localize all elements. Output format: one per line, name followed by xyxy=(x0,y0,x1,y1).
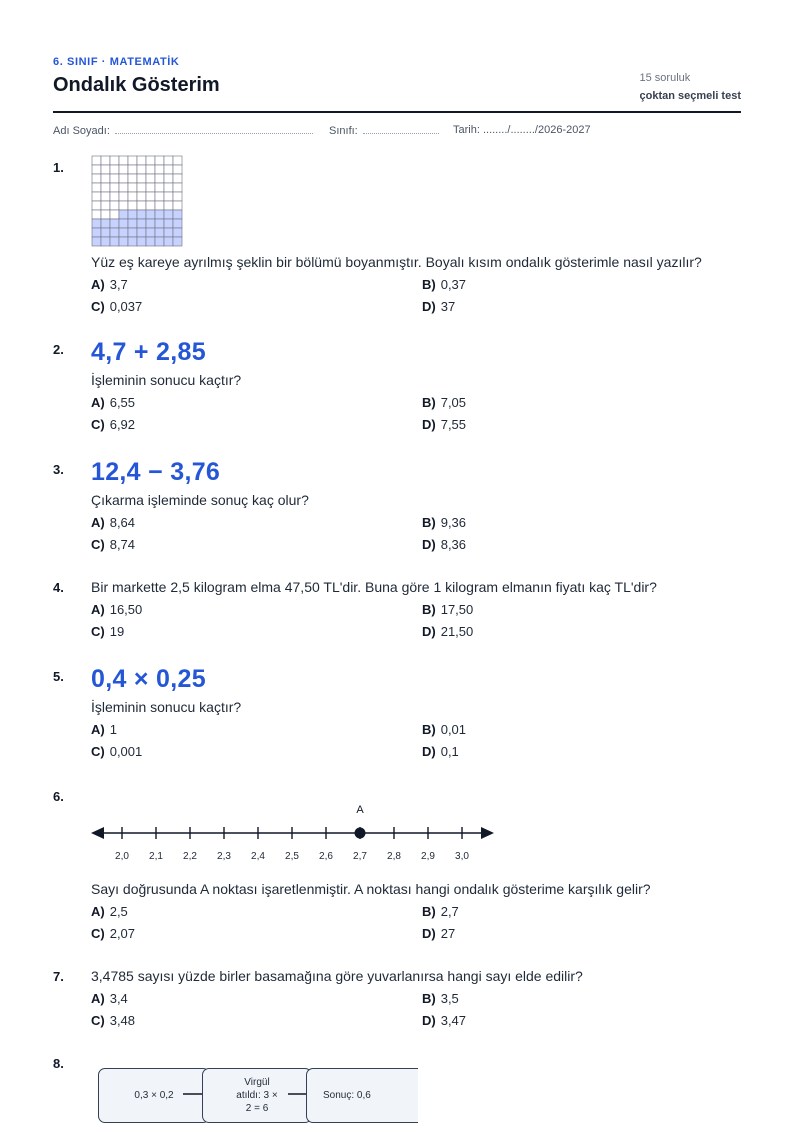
grid-cell xyxy=(128,174,137,183)
tick-label: 2,5 xyxy=(285,851,299,862)
shaded-cell xyxy=(119,219,128,228)
grid-cell xyxy=(101,174,110,183)
option-b[interactable]: B) 7,05 xyxy=(422,395,467,410)
question-number: 6. xyxy=(53,789,64,804)
expression: 0,4 × 0,25 xyxy=(91,665,206,693)
option-c[interactable]: C) 2,07 xyxy=(91,926,136,941)
grid-cell xyxy=(128,192,137,201)
option-b[interactable]: B) 0,01 xyxy=(422,722,467,737)
name-label: Adı Soyadı: xyxy=(53,125,110,137)
option-c[interactable]: C) 19 xyxy=(91,624,125,639)
grid-cell xyxy=(92,201,101,210)
answer-options xyxy=(91,514,741,554)
shaded-cell xyxy=(128,210,137,219)
option-a[interactable]: A) 2,5 xyxy=(91,904,128,919)
grid-cell xyxy=(92,174,101,183)
shaded-cell xyxy=(155,210,164,219)
grid-cell xyxy=(92,210,101,219)
shaded-cell xyxy=(119,210,128,219)
grid-cell xyxy=(110,156,119,165)
shaded-cell xyxy=(164,210,173,219)
option-b[interactable]: B) 3,5 xyxy=(422,991,459,1006)
shaded-cell xyxy=(146,237,155,246)
shaded-cell xyxy=(173,219,182,228)
grid-cell xyxy=(164,165,173,174)
grid-cell xyxy=(155,192,164,201)
option-c[interactable]: C) 3,48 xyxy=(91,1013,136,1028)
shaded-cell xyxy=(146,228,155,237)
date-label: Tarih: ......../......../2026-2027 xyxy=(453,124,591,136)
shaded-cell xyxy=(110,228,119,237)
question-number: 7. xyxy=(53,969,64,984)
arrow-left-icon xyxy=(91,827,104,839)
grid-cell xyxy=(101,165,110,174)
page-title: Ondalık Gösterim xyxy=(53,74,220,96)
grid-cell xyxy=(137,192,146,201)
grid-cell xyxy=(101,210,110,219)
answer-options xyxy=(91,721,741,761)
tick-label: 3,0 xyxy=(455,851,469,862)
shaded-cell xyxy=(128,237,137,246)
shaded-cell xyxy=(110,219,119,228)
grid-cell xyxy=(164,174,173,183)
answer-options xyxy=(91,601,741,641)
shaded-cell xyxy=(155,237,164,246)
shaded-cell xyxy=(164,219,173,228)
grid-cell xyxy=(137,183,146,192)
grid-cell xyxy=(155,201,164,210)
question-number: 2. xyxy=(53,342,64,357)
flow-step-2: Virgül atıldı: 3 × 2 = 6 xyxy=(202,1068,312,1123)
grid-cell xyxy=(110,201,119,210)
page-header xyxy=(53,56,741,102)
tick-label: 2,2 xyxy=(183,851,197,862)
grid-cell xyxy=(137,165,146,174)
option-a[interactable]: A) 1 xyxy=(91,722,117,737)
shaded-cell xyxy=(128,228,137,237)
name-field[interactable] xyxy=(53,124,313,137)
question-number: 1. xyxy=(53,160,64,175)
grid-cell xyxy=(92,192,101,201)
grid-cell xyxy=(137,156,146,165)
grid-cell xyxy=(92,165,101,174)
grade-label: 6. SINIF · MATEMATİK xyxy=(53,56,180,68)
point-label: A xyxy=(356,804,364,816)
question-stem: İşleminin sonucu kaçtır? xyxy=(91,372,242,388)
tick-label: 2,9 xyxy=(421,851,435,862)
question-stem: Sayı doğrusunda A noktası işaretlenmiştir. A noktası hangi ondalık gösterime karşılık gelir? xyxy=(91,881,651,897)
shaded-cell xyxy=(146,210,155,219)
grid-cell xyxy=(110,165,119,174)
grid-cell xyxy=(146,201,155,210)
answer-options xyxy=(91,990,741,1030)
tick-label: 2,0 xyxy=(115,851,129,862)
option-d[interactable]: D) 27 xyxy=(422,926,456,941)
shaded-cell xyxy=(164,237,173,246)
grid-cell xyxy=(119,192,128,201)
shaded-cell xyxy=(92,219,101,228)
date-field xyxy=(453,124,591,136)
option-d[interactable]: D) 37 xyxy=(422,299,456,314)
grid-cell xyxy=(155,183,164,192)
expression: 12,4 − 3,76 xyxy=(91,458,221,486)
question-8 xyxy=(53,1056,743,1123)
class-blank[interactable] xyxy=(363,124,439,134)
shaded-cell xyxy=(137,228,146,237)
question-number: 5. xyxy=(53,669,64,684)
number-line-figure xyxy=(91,799,511,869)
arrow-right-icon xyxy=(481,827,494,839)
grid-cell xyxy=(164,156,173,165)
grid-cell xyxy=(128,165,137,174)
shaded-cell xyxy=(128,219,137,228)
grid-cell xyxy=(101,192,110,201)
tick-label: 2,7 xyxy=(353,851,367,862)
grid-cell xyxy=(164,192,173,201)
shaded-cell xyxy=(119,228,128,237)
shaded-cell xyxy=(101,219,110,228)
grid-cell xyxy=(173,192,182,201)
option-c[interactable]: C) 6,92 xyxy=(91,417,136,432)
shaded-cell xyxy=(101,237,110,246)
question-number: 4. xyxy=(53,580,64,595)
class-field[interactable] xyxy=(329,124,439,137)
flow-step-3: Sonuç: 0,6 xyxy=(306,1068,418,1123)
grid-cell xyxy=(101,201,110,210)
option-c[interactable]: C) 0,001 xyxy=(91,744,143,759)
grid-cell xyxy=(164,183,173,192)
grid-cell xyxy=(137,201,146,210)
grid-cell xyxy=(101,183,110,192)
shaded-cell xyxy=(137,237,146,246)
option-b[interactable]: B) 9,36 xyxy=(422,515,467,530)
grid-cell xyxy=(173,156,182,165)
tick-label: 2,1 xyxy=(149,851,163,862)
question-count: 15 soruluk xyxy=(639,72,691,84)
option-a[interactable]: A) 8,64 xyxy=(91,515,136,530)
grid-cell xyxy=(173,201,182,210)
question-number: 3. xyxy=(53,462,64,477)
option-c[interactable]: C) 8,74 xyxy=(91,537,136,552)
grid-cell xyxy=(119,201,128,210)
tick-label: 2,6 xyxy=(319,851,333,862)
shaded-cell xyxy=(173,237,182,246)
grid-cell xyxy=(146,192,155,201)
grid-cell xyxy=(164,201,173,210)
point-a xyxy=(355,828,366,839)
grid-cell xyxy=(119,156,128,165)
shaded-cell xyxy=(155,219,164,228)
option-c[interactable]: C) 0,037 xyxy=(91,299,143,314)
answer-options xyxy=(91,276,741,316)
grid-cell xyxy=(155,174,164,183)
grid-cell xyxy=(146,156,155,165)
grid-cell xyxy=(146,183,155,192)
shaded-cell xyxy=(137,219,146,228)
tick-label: 2,4 xyxy=(251,851,265,862)
shaded-cell xyxy=(110,237,119,246)
tick-label: 2,8 xyxy=(387,851,401,862)
grid-cell xyxy=(128,201,137,210)
option-a[interactable]: A) 3,4 xyxy=(91,991,128,1006)
grid-cell xyxy=(92,156,101,165)
shaded-cell xyxy=(155,228,164,237)
hundred-grid-figure xyxy=(91,155,183,247)
answer-options xyxy=(91,394,741,434)
grid-cell xyxy=(110,183,119,192)
shaded-cell xyxy=(101,228,110,237)
shaded-cell xyxy=(173,210,182,219)
option-d[interactable]: D) 21,50 xyxy=(422,624,474,639)
grid-cell xyxy=(110,210,119,219)
grid-cell xyxy=(146,174,155,183)
grid-cell xyxy=(173,165,182,174)
option-a[interactable]: A) 16,50 xyxy=(91,602,143,617)
test-meta xyxy=(640,72,742,102)
grid-cell xyxy=(128,183,137,192)
shaded-cell xyxy=(173,228,182,237)
name-blank[interactable] xyxy=(115,124,313,134)
tick-label: 2,3 xyxy=(217,851,231,862)
option-a[interactable]: A) 6,55 xyxy=(91,395,136,410)
question-stem: Bir markette 2,5 kilogram elma 47,50 TL'dir. Buna göre 1 kilogram elmanın fiyatı kaç TL'dir? xyxy=(91,579,657,595)
option-b[interactable]: B) 2,7 xyxy=(422,904,459,919)
flow-step-1: 0,3 × 0,2 xyxy=(98,1068,210,1123)
shaded-cell xyxy=(146,219,155,228)
option-b[interactable]: B) 17,50 xyxy=(422,602,474,617)
question-stem: Çıkarma işleminde sonuç kaç olur? xyxy=(91,492,309,508)
option-d[interactable]: D) 3,47 xyxy=(422,1013,467,1028)
expression: 4,7 + 2,85 xyxy=(91,338,206,366)
grid-cell xyxy=(137,174,146,183)
grid-cell xyxy=(119,183,128,192)
shaded-cell xyxy=(119,237,128,246)
grid-cell xyxy=(101,156,110,165)
grid-cell xyxy=(128,156,137,165)
grid-cell xyxy=(173,174,182,183)
shaded-cell xyxy=(92,228,101,237)
shaded-cell xyxy=(92,237,101,246)
question-stem: Yüz eş kareye ayrılmış şeklin bir bölümü boyanmıştır. Boyalı kısım ondalık gösterimle nasıl yazılır? xyxy=(91,254,702,270)
option-d[interactable]: D) 0,1 xyxy=(422,744,459,759)
grid-cell xyxy=(119,165,128,174)
question-stem: İşleminin sonucu kaçtır? xyxy=(91,699,242,715)
option-a[interactable]: A) 3,7 xyxy=(91,277,128,292)
question-number: 8. xyxy=(53,1056,64,1071)
grid-cell xyxy=(155,156,164,165)
grid-cell xyxy=(155,165,164,174)
option-d[interactable]: D) 8,36 xyxy=(422,537,467,552)
question-stem: 3,4785 sayısı yüzde birler basamağına göre yuvarlanırsa hangi sayı elde edilir? xyxy=(91,968,583,984)
option-b[interactable]: B) 0,37 xyxy=(422,277,467,292)
grid-cell xyxy=(110,192,119,201)
shaded-cell xyxy=(164,228,173,237)
answer-options xyxy=(91,903,741,943)
test-type: çoktan seçmeli test xyxy=(639,90,741,102)
grid-cell xyxy=(173,183,182,192)
header-rule xyxy=(53,111,741,113)
grid-cell xyxy=(92,183,101,192)
shaded-cell xyxy=(137,210,146,219)
grid-cell xyxy=(110,174,119,183)
option-d[interactable]: D) 7,55 xyxy=(422,417,467,432)
grid-cell xyxy=(146,165,155,174)
grid-cell xyxy=(119,174,128,183)
class-label: Sınıfı: xyxy=(329,125,358,137)
